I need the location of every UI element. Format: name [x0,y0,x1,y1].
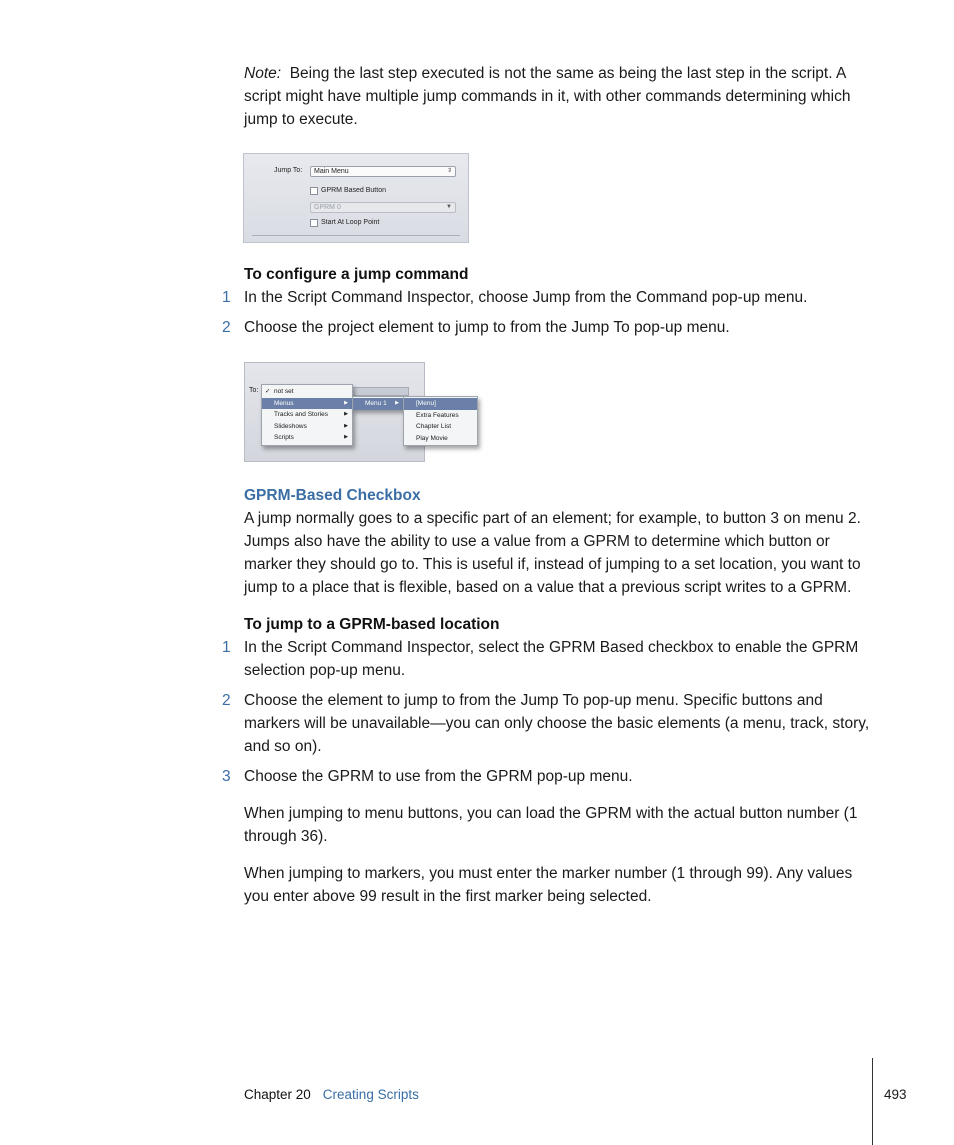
menu-buttons-paragraph: When jumping to menu buttons, you can load the GPRM with the actual button number (1 through 36). [244,805,858,845]
start-loop-label: Start At Loop Point [321,219,380,226]
configure-heading: To configure a jump command [244,266,469,283]
step-number: 2 [222,319,231,336]
step-number: 1 [222,289,231,306]
menu-item-not-set[interactable]: ✓ not set [262,386,352,398]
footer-chapter [244,1086,419,1104]
jump-to-popup[interactable] [310,166,456,177]
step-text: In the Script Command Inspector, select the GPRM Based checkbox to enable the GPRM selection pop-up menu. [244,639,859,679]
submenu-arrow-icon: ▶ [344,434,348,440]
submenu-arrow-icon: ▶ [344,422,348,429]
step-number: 1 [222,639,231,656]
markers-paragraph: When jumping to markers, you must enter the marker number (1 through 99). Any values you enter above 99 result in the first marker being selected. [244,865,853,905]
step-text: Choose the GPRM to use from the GPRM pop-up menu. [244,768,633,785]
gprm-step-1 [222,636,876,682]
submenu-arrow-icon: ▶ [344,411,348,417]
start-loop-checkbox[interactable] [310,219,318,227]
menu-item-slideshows[interactable]: Slideshows ▶ [262,421,352,433]
submenu-arrow-icon: ▶ [395,400,399,406]
jump-to-value: Main Menu [314,168,349,175]
menu-item-menus[interactable]: Menus ▶ [262,398,352,410]
divider [252,235,460,236]
menu-item-chapter-list[interactable]: Chapter List [416,423,452,430]
note-label: Note: [244,65,282,82]
jump-menu-screenshot [244,360,480,466]
gprm-popup-value: GPRM 0 [314,204,341,211]
step-text: Choose the element to jump to from the Jump To pop-up menu. Specific buttons and markers will be unavailable—you can only choose the basic elements (a menu, track, story, and so on). [244,692,870,755]
menus-submenu [352,396,404,410]
jump-inspector-screenshot [243,153,469,243]
menu-item-extra-features[interactable]: Extra Features [416,411,459,419]
section-title: GPRM-Based Checkbox [244,487,421,504]
chapter-number: Chapter 20 [244,1087,311,1102]
step-text: Choose the project element to jump to from the Jump To pop-up menu. [244,319,730,336]
gprm-popup[interactable] [310,202,456,213]
menu-item-tracks-and-stories[interactable]: Tracks and Stories ▶ [262,409,352,421]
element-menu [261,384,353,446]
submenu-arrow-icon: ▶ [344,399,348,406]
page-number: 493 [884,1087,907,1102]
gprm-section-body: A jump normally goes to a specific part of an element; for example, to button 3 on menu 2. Jumps also have the ability to use a value from a GPRM to determine which button or marker they should go to. This is useful if, instead of jumping to a set location, you want to jump to a place that is flexible, based on a value that a previous script writes to a GPRM. [244,510,861,596]
menu-item-menu-1[interactable]: Menu 1 ▶ [353,398,403,410]
popup-arrows-icon: ⇕ [446,168,452,174]
menu-item-scripts[interactable]: Scripts ▶ [262,432,352,444]
menu-item-menu[interactable]: [Menu] [404,398,477,410]
chapter-title: Creating Scripts [322,1087,419,1102]
chevron-down-icon: ▼ [446,204,452,210]
step-number: 3 [222,768,231,785]
step-text: In the Script Command Inspector, choose Jump from the Command pop-up menu. [244,289,808,306]
to-label: To: [249,387,259,394]
jump-to-popup[interactable] [351,387,409,396]
step-number: 2 [222,692,231,709]
jump-to-label: Jump To: [274,167,303,174]
gprm-step-2 [222,689,876,758]
menu-item-play-movie[interactable]: Play Movie [416,434,448,442]
footer-divider [872,1058,873,1145]
gprm-based-label: GPRM Based Button [321,187,386,194]
configure-step-1 [222,286,876,309]
note-text: Being the last step executed is not the same as being the last step in the script. A script might have multiple jump commands in it, with other commands determining which jump to execute. [244,65,851,128]
gprm-based-checkbox[interactable] [310,187,318,195]
note-paragraph [244,62,876,131]
gprm-step-3 [222,765,876,788]
checkmark-icon: ✓ [265,388,271,395]
gprm-location-heading: To jump to a GPRM-based location [244,616,500,633]
menu-1-submenu [403,396,478,446]
configure-step-2 [222,316,876,339]
